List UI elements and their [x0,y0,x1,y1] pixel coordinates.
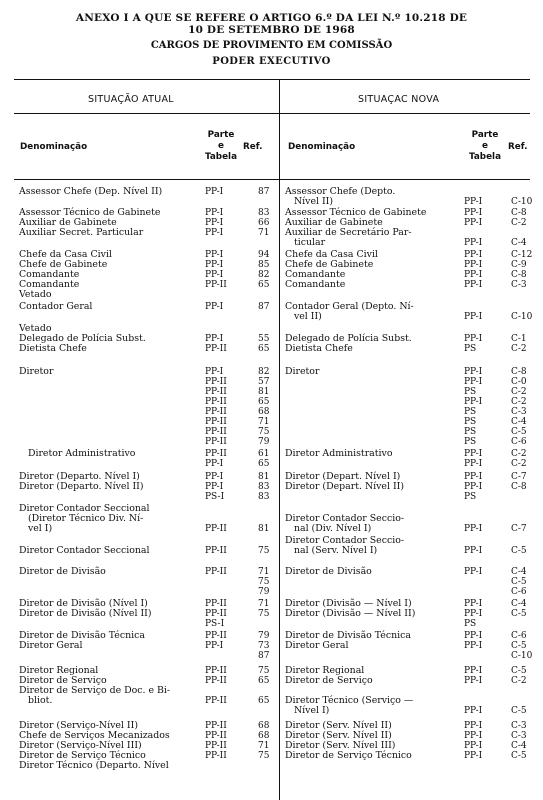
right-row-denomination: Diretor Regional [285,665,365,676]
left-row-parte-tabela: PP-II [205,280,227,290]
right-e-word: e [482,141,488,151]
right-tabela-word: Tabela [468,152,502,162]
left-row-ref: 79 [258,437,270,447]
right-row-ref: C-3 [511,280,527,290]
left-row-parte-tabela: PP-I [205,250,224,260]
right-row-ref: C-4 [511,599,527,609]
right-row-parte-tabela: PP-I [464,706,483,716]
right-row-parte-tabela: PP-I [464,270,483,280]
right-row-denomination: Diretor (Serv. Nível III) [285,740,396,751]
left-row-ref: 71 [258,599,270,609]
left-row-denomination: Diretor Contador Seccional [19,503,150,514]
right-row-parte-tabela: PP-I [464,250,483,260]
right-row-denomination: Nível II) [285,196,334,207]
right-row-parte-tabela: PP-I [464,546,483,556]
left-row-parte-tabela: PP-II [205,567,227,577]
right-row-denomination: Diretor Contador Seccio- [285,513,405,524]
left-row-parte-tabela: PP-II [205,407,227,417]
right-row-ref: C-5 [511,427,527,437]
left-row-parte-tabela: PP-II [205,387,227,397]
left-row-ref: 75 [258,666,270,676]
left-row-parte-tabela: PP-II [205,599,227,609]
right-row-parte-tabela: PP-I [464,377,483,387]
left-row-parte-tabela: PP-I [205,187,224,197]
left-row-denomination: Assessor Chefe (Dep. Nível II) [19,186,163,197]
right-row-parte-tabela: PP-I [464,280,483,290]
right-row-ref: C-7 [511,472,527,482]
left-row-denomination: Diretor Contador Seccional [19,545,150,556]
right-row-ref: C-2 [511,676,527,686]
left-row-ref: 65 [258,344,270,354]
left-row-denomination: Comandante [19,279,80,290]
left-row-parte-tabela: PP-II [205,741,227,751]
document-subtitle: CARGOS DE PROVIMENTO EM COMISSÃO [150,40,393,51]
left-row-ref: 87 [258,302,270,312]
right-row-parte-tabela: PP-I [464,524,483,534]
left-row-ref: 65 [258,280,270,290]
left-parte-header [200,130,242,163]
right-row-parte-tabela: PP-I [464,208,483,218]
right-row-denomination: Dietista Chefe [285,343,353,354]
left-row-denomination: Diretor de Divisão [19,566,106,577]
right-row-ref: C-7 [511,524,527,534]
right-row-ref: C-8 [511,208,527,218]
right-row-ref: C-0 [511,377,527,387]
right-row-parte-tabela: PS [464,387,477,397]
left-row-parte-tabela: PP-I [205,482,224,492]
header-rule [14,179,530,180]
left-row-denomination: Diretor Geral [19,640,83,651]
left-row-parte-tabela: PS-I [205,619,225,629]
left-row-ref: 83 [258,208,270,218]
document-title [0,12,543,36]
left-row-denomination: (Diretor Técnico Div. Ní- [19,513,144,524]
left-parte-word: Parte [207,130,235,140]
right-row-denomination: Diretor Técnico (Serviço — [285,695,414,706]
right-row-denomination: Delegado de Polícia Subst. [285,333,412,344]
left-row-parte-tabela: PP-II [205,417,227,427]
right-row-parte-tabela: PP-I [464,751,483,761]
right-row-denomination: Chefe de Gabinete [285,259,374,270]
left-row-ref: 82 [258,367,270,377]
right-row-ref: C-5 [511,641,527,651]
title-line-1: ANEXO I A QUE SE REFERE O ARTIGO 6.º DA LEI N.º 10.218 DE [75,12,468,24]
right-row-ref: C-4 [511,741,527,751]
left-row-ref: 73 [258,641,270,651]
left-row-parte-tabela: PS-I [205,492,225,502]
left-row-parte-tabela: PP-II [205,731,227,741]
right-row-denomination: Assessor Técnico de Gabinete [285,207,427,218]
right-row-parte-tabela: PS [464,417,477,427]
right-row-ref: C-4 [511,238,527,248]
left-row-denomination: Chefe de Serviços Mecanizados [19,730,170,741]
right-row-parte-tabela: PP-I [464,260,483,270]
left-row-parte-tabela: PP-I [205,218,224,228]
left-row-denomination: Diretor de Serviço [19,675,107,686]
left-row-ref: 81 [258,472,270,482]
right-row-parte-tabela: PP-I [464,334,483,344]
top-rule [14,79,530,80]
left-row-ref: 65 [258,459,270,469]
left-row-denomination: Diretor (Serviço-Nível II) [19,720,138,731]
left-row-ref: 94 [258,250,270,260]
right-row-ref: C-5 [511,546,527,556]
right-parte-header [464,130,506,163]
left-row-ref: 65 [258,397,270,407]
right-row-parte-tabela: PP-I [464,599,483,609]
left-row-parte-tabela: PP-I [205,208,224,218]
right-row-parte-tabela: PS [464,437,477,447]
left-row-denomination: Diretor Administrativo [19,448,136,459]
right-parte-word: Parte [471,130,499,140]
right-row-denomination: Diretor [285,366,320,377]
right-row-ref: C-4 [511,567,527,577]
right-row-ref: C-6 [511,437,527,447]
left-row-parte-tabela: PP-II [205,524,227,534]
right-row-parte-tabela: PP-I [464,641,483,651]
left-row-parte-tabela: PP-II [205,696,227,706]
right-row-denomination: Diretor (Divisão — Nível II) [285,608,416,619]
right-row-ref: C-2 [511,449,527,459]
right-row-ref: C-5 [511,706,527,716]
right-row-ref: C-6 [511,631,527,641]
left-row-parte-tabela: PP-II [205,377,227,387]
left-row-denomination: Comandante [19,269,80,280]
right-row-ref: C-5 [511,609,527,619]
right-row-ref: C-2 [511,218,527,228]
section-left-title: SITUAÇÃO ATUAL [88,94,174,105]
left-row-denomination: Diretor de Serviço Técnico [19,750,146,761]
right-row-denomination: nal (Div. Nível I) [285,523,372,534]
right-row-parte-tabela: PP-I [464,218,483,228]
left-row-denomination: Diretor (Serviço-Nível III) [19,740,142,751]
left-row-ref: 81 [258,387,270,397]
right-row-parte-tabela: PP-I [464,609,483,619]
right-row-ref: C-9 [511,260,527,270]
left-row-ref: 71 [258,228,270,238]
left-row-denomination: bliot. [19,695,53,706]
left-row-denomination: Diretor [19,366,54,377]
left-row-denomination: Diretor Regional [19,665,99,676]
left-row-parte-tabela: PP-I [205,270,224,280]
left-row-parte-tabela: PP-II [205,427,227,437]
right-row-parte-tabela: PP-I [464,631,483,641]
left-row-parte-tabela: PP-I [205,472,224,482]
right-row-parte-tabela: PP-I [464,741,483,751]
left-row-ref: 87 [258,651,270,661]
right-row-denomination: Diretor de Divisão [285,566,372,577]
right-row-parte-tabela: PP-I [464,666,483,676]
left-row-denomination: Diretor de Divisão (Nível I) [19,598,148,609]
right-row-ref: C-6 [511,587,527,597]
right-row-parte-tabela: PP-I [464,482,483,492]
right-row-parte-tabela: PS [464,407,477,417]
right-row-ref: C-3 [511,407,527,417]
title-line-2: 10 DE SETEMBRO DE 1968 [188,24,355,36]
left-row-denomination: Chefe de Gabinete [19,259,108,270]
left-row-ref: 57 [258,377,270,387]
right-row-parte-tabela: PP-I [464,367,483,377]
left-row-denomination: Diretor (Departo. Nível II) [19,481,144,492]
left-e-word: e [218,141,224,151]
right-row-denomination: vel II) [285,311,322,322]
left-row-parte-tabela: PP-I [205,641,224,651]
right-row-ref: C-2 [511,344,527,354]
right-row-denomination: Diretor Contador Seccio- [285,535,405,546]
right-row-ref: C-3 [511,721,527,731]
right-row-ref: C-2 [511,387,527,397]
right-row-denomination: Diretor de Serviço [285,675,373,686]
right-row-parte-tabela: PS [464,619,477,629]
left-row-denomination: Assessor Técnico de Gabinete [19,207,161,218]
left-row-parte-tabela: PP-II [205,397,227,407]
right-row-parte-tabela: PP-I [464,676,483,686]
left-row-ref: 61 [258,449,270,459]
left-row-ref: 68 [258,407,270,417]
right-denom-header: Denominação [288,142,356,152]
right-row-denomination: Diretor de Serviço Técnico [285,750,412,761]
right-ref-header: Ref. [508,142,528,152]
right-row-ref: C-10 [511,197,533,207]
left-row-parte-tabela: PP-I [205,459,224,469]
right-row-ref: C-1 [511,334,527,344]
right-row-parte-tabela: PP-I [464,397,483,407]
left-row-ref: 68 [258,721,270,731]
left-row-parte-tabela: PP-II [205,721,227,731]
left-row-parte-tabela: PP-II [205,609,227,619]
right-row-denomination: nal (Serv. Nível I) [285,545,378,556]
left-tabela-word: Tabela [204,152,238,162]
left-row-ref: 55 [258,334,270,344]
left-row-parte-tabela: PP-II [205,546,227,556]
left-row-parte-tabela: PP-I [205,367,224,377]
right-row-parte-tabela: PS [464,492,477,502]
right-row-denomination: Diretor (Depart. Nível II) [285,481,405,492]
branch-title: PODER EXECUTIVO [212,56,331,67]
right-row-ref: C-5 [511,666,527,676]
right-row-ref: C-2 [511,459,527,469]
right-row-denomination: Comandante [285,269,346,280]
right-row-denomination: Contador Geral (Depto. Ní- [285,301,414,312]
section-right-title: SITUAÇAC NOVA [358,94,440,105]
right-row-parte-tabela: PS [464,344,477,354]
left-row-denomination: Diretor (Departo. Nível I) [19,471,140,482]
left-row-ref: 65 [258,676,270,686]
right-row-ref: C-5 [511,751,527,761]
right-row-ref: C-2 [511,397,527,407]
left-row-ref: 79 [258,631,270,641]
left-denom-header: Denominação [20,142,88,152]
left-row-denomination: Delegado de Polícia Subst. [19,333,146,344]
left-row-denomination: Chefe da Casa Civil [19,249,112,260]
left-row-ref: 75 [258,577,270,587]
right-row-ref: C-4 [511,417,527,427]
left-row-denomination: Diretor de Serviço de Doc. e Bi- [19,685,171,696]
right-row-denomination: Diretor (Serv. Nível II) [285,720,392,731]
left-row-denomination: Diretor de Divisão Técnica [19,630,145,641]
left-row-denomination: vel I) [19,523,53,534]
right-row-ref: C-10 [511,651,533,661]
left-row-parte-tabela: PP-II [205,751,227,761]
left-row-ref: 83 [258,492,270,502]
left-row-ref: 79 [258,587,270,597]
right-row-denomination: Diretor de Divisão Técnica [285,630,411,641]
right-row-parte-tabela: PP-I [464,449,483,459]
left-row-denomination: Auxiliar Secret. Particular [19,227,144,238]
left-row-parte-tabela: PP-I [205,228,224,238]
left-row-parte-tabela: PP-II [205,437,227,447]
right-row-denomination: Diretor Administrativo [285,448,393,459]
left-row-ref: 68 [258,731,270,741]
left-row-ref: 75 [258,546,270,556]
right-row-parte-tabela: PP-I [464,197,483,207]
right-row-denomination: Auxiliar de Secretário Par- [285,227,412,238]
right-row-denomination: Comandante [285,279,346,290]
left-row-denomination: Vetado [19,323,52,334]
left-row-ref: 87 [258,187,270,197]
left-row-parte-tabela: PP-II [205,631,227,641]
right-row-ref: C-10 [511,312,533,322]
right-row-denomination: ticular [285,237,326,248]
right-row-parte-tabela: PP-I [464,238,483,248]
left-row-parte-tabela: PP-II [205,666,227,676]
left-row-ref: 85 [258,260,270,270]
left-row-denomination: Diretor de Divisão (Nível II) [19,608,152,619]
right-row-ref: C-8 [511,270,527,280]
left-row-ref: 71 [258,417,270,427]
left-row-parte-tabela: PP-I [205,334,224,344]
left-row-ref: 71 [258,567,270,577]
left-row-parte-tabela: PP-II [205,676,227,686]
left-row-parte-tabela: PP-I [205,302,224,312]
right-row-denomination: Diretor (Serv. Nível II) [285,730,392,741]
right-row-ref: C-3 [511,731,527,741]
left-row-denomination: Contador Geral [19,301,93,312]
left-row-ref: 65 [258,696,270,706]
right-row-denomination: Diretor (Depart. Nível I) [285,471,401,482]
right-row-ref: C-12 [511,250,533,260]
left-row-parte-tabela: PP-I [205,260,224,270]
right-row-denomination: Auxiliar de Gabinete [285,217,383,228]
right-row-parte-tabela: PP-I [464,731,483,741]
left-row-ref: 82 [258,270,270,280]
right-row-ref: C-5 [511,577,527,587]
right-row-parte-tabela: PP-I [464,472,483,482]
right-row-denomination: Chefe da Casa Civil [285,249,378,260]
left-row-ref: 81 [258,524,270,534]
right-row-denomination: Diretor Geral [285,640,349,651]
right-row-denomination: Diretor (Divisão — Nível I) [285,598,412,609]
right-row-ref: C-8 [511,482,527,492]
left-row-ref: 75 [258,751,270,761]
left-row-parte-tabela: PP-II [205,344,227,354]
right-row-parte-tabela: PS [464,427,477,437]
left-row-ref: 83 [258,482,270,492]
left-row-denomination: Auxiliar de Gabinete [19,217,117,228]
left-row-ref: 66 [258,218,270,228]
right-row-parte-tabela: PP-I [464,459,483,469]
right-row-ref: C-8 [511,367,527,377]
left-row-denomination: Diretor Técnico (Departo. Nível [19,760,169,771]
left-row-ref: 71 [258,741,270,751]
center-divider [279,80,280,800]
right-row-denomination: Assessor Chefe (Depto. [285,186,396,197]
left-row-denomination: Dietista Chefe [19,343,87,354]
left-row-denomination: Vetado [19,289,52,300]
left-row-ref: 75 [258,609,270,619]
left-row-ref: 75 [258,427,270,437]
left-ref-header: Ref. [243,142,263,152]
right-row-parte-tabela: PP-I [464,567,483,577]
right-row-parte-tabela: PP-I [464,312,483,322]
left-row-parte-tabela: PP-II [205,449,227,459]
right-row-denomination: Nível I) [285,705,330,716]
right-row-parte-tabela: PP-I [464,721,483,731]
section-rule [14,113,530,114]
